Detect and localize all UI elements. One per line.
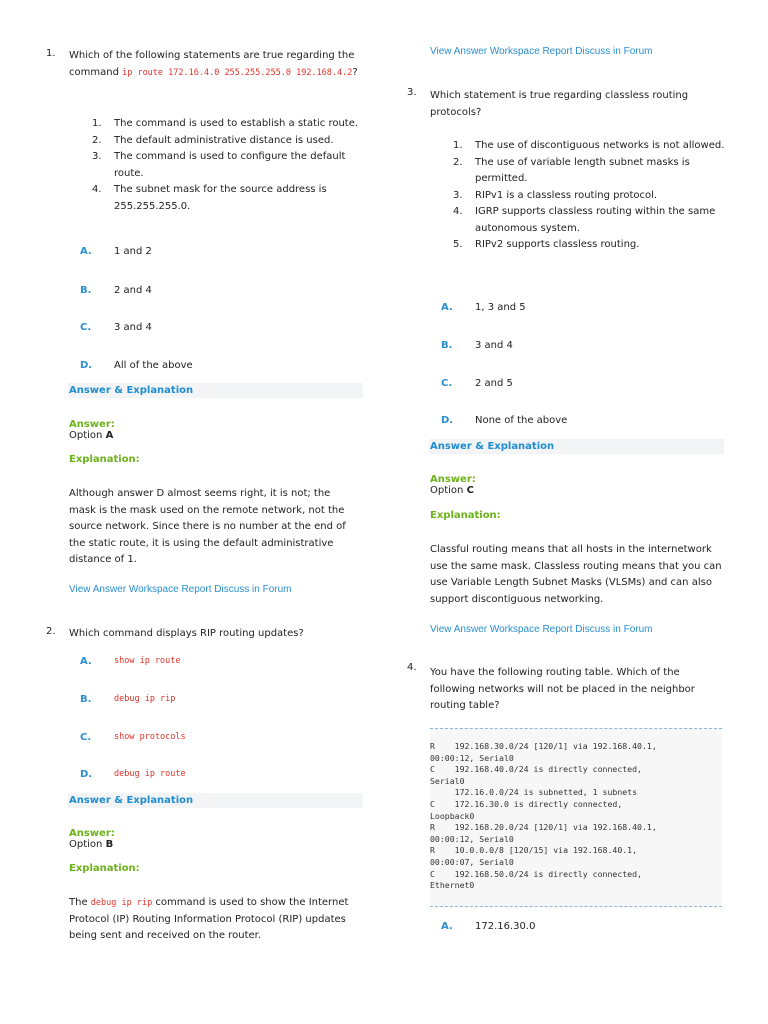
option-word: Option	[430, 485, 464, 496]
option-letter: B.	[441, 340, 453, 351]
option-letter: D.	[80, 360, 93, 371]
statement-item	[92, 133, 369, 150]
answer-label: Answer:	[69, 419, 115, 430]
statement-item	[92, 149, 369, 182]
explanation-text	[69, 895, 365, 945]
explanation-part: command is used to show the Internet Protocol (IP) Routing Information Protocol (RIP) updates being sent and received on the router.	[69, 897, 349, 942]
statement-text: RIPv2 supports classless routing.	[475, 239, 640, 250]
routing-table	[430, 728, 722, 907]
option-text: 2 and 5	[475, 378, 513, 389]
question-text-part: ?	[352, 66, 358, 78]
option-text: None of the above	[475, 415, 568, 426]
explanation-label: Explanation:	[430, 510, 501, 521]
statement-item	[453, 204, 725, 237]
question-text: Which statement is true regarding classless routing protocols?	[430, 90, 689, 118]
statement-item	[453, 188, 725, 205]
explanation-label: Explanation:	[69, 454, 140, 465]
option-letter: A.	[80, 656, 92, 667]
explanation-label: Explanation:	[69, 863, 140, 874]
question-text	[69, 48, 369, 81]
option-text: All of the above	[114, 360, 193, 371]
statement-list	[92, 116, 369, 215]
option-text: 3 and 4	[114, 322, 152, 333]
routing-table-text: R 192.168.30.0/24 [120/1] via 192.168.40.1, 00:00:12, Serial0 C 192.168.40.0/24 is directly connected, Serial0 172.16.0.0/24 is subnetted, 1 subnets C 172.16.30.0 is directly connected, Loopback0 R 192.168.20.0/24 [120/1] via 192.168.40.1, 00:00:12, Serial0 R 10.0.0.0/8 [120/15] via 192.168.40.1, 00:00:07, Serial0 C 192.168.50.0/24 is directly connected, Ethernet0	[430, 741, 657, 891]
question-number: 2.	[46, 626, 56, 637]
option-text: debug ip route	[114, 769, 186, 779]
statement-number: 1.	[92, 118, 102, 129]
statement-number: 2.	[453, 156, 463, 168]
statement-number: 3.	[92, 151, 102, 162]
answer-explanation-toggle[interactable]: Answer & Explanation	[68, 793, 363, 808]
option-text: 1 and 2	[114, 246, 152, 257]
statement-text: The command is used to configure the default route.	[114, 151, 346, 179]
statement-text: The subnet mask for the source address is 255.255.255.0.	[114, 184, 327, 212]
action-links[interactable]: View Answer Workspace Report Discuss in Forum	[430, 46, 653, 57]
statement-item	[453, 155, 725, 188]
option-text: debug ip rip	[114, 694, 176, 704]
option-letter: D.	[80, 769, 93, 780]
answer-value: C	[466, 485, 474, 496]
option-letter: B.	[80, 285, 92, 296]
question-number: 3.	[407, 87, 417, 98]
question-number: 1.	[46, 48, 56, 59]
explanation-text: Classful routing means that all hosts in the internetwork use the same mask. Classless routing means that you can use Variable Length Subnet Masks (VLSMs) and can also support discontiguous networking.	[430, 544, 722, 605]
statement-item	[453, 138, 725, 155]
statement-text: The command is used to establish a static route.	[114, 118, 359, 129]
statement-text: The use of discontiguous networks is not allowed.	[475, 140, 725, 151]
statement-list	[453, 138, 725, 254]
question-text: You have the following routing table. Which of the following networks will not be placed in the neighbor routing table?	[430, 667, 695, 711]
statement-item	[92, 182, 369, 215]
statement-number: 4.	[453, 206, 463, 217]
option-text: show protocols	[114, 732, 186, 742]
answer-line	[430, 474, 476, 496]
statement-number: 5.	[453, 239, 463, 250]
inline-code: debug ip rip	[90, 898, 153, 908]
option-letter: C.	[80, 322, 92, 333]
statement-text: The use of variable length subnet masks is permitted.	[475, 156, 690, 184]
question-text-part: Which of the following statements are true regarding the command	[69, 50, 355, 78]
option-text: 1, 3 and 5	[475, 302, 526, 313]
option-text: 172.16.30.0	[475, 921, 536, 932]
statement-text: RIPv1 is a classless routing protocol.	[475, 189, 658, 201]
action-links[interactable]: View Answer Workspace Report Discuss in Forum	[430, 624, 653, 635]
answer-explanation-toggle[interactable]: Answer & Explanation	[429, 439, 724, 454]
answer-label: Answer:	[69, 828, 115, 839]
statement-number: 2.	[92, 134, 102, 146]
statement-number: 3.	[453, 189, 463, 201]
explanation-part: The	[69, 897, 91, 908]
statement-text: The default administrative distance is used.	[114, 134, 334, 146]
action-links[interactable]: View Answer Workspace Report Discuss in Forum	[69, 584, 292, 595]
question-text: Which command displays RIP routing updates?	[69, 628, 304, 639]
option-text: 3 and 4	[475, 340, 513, 351]
statement-text: IGRP supports classless routing within the same autonomous system.	[475, 206, 716, 234]
statement-number: 4.	[92, 184, 102, 195]
option-letter: A.	[441, 302, 453, 313]
option-letter: C.	[441, 378, 453, 389]
answer-value: B	[105, 839, 114, 850]
option-text: show ip route	[114, 656, 181, 666]
statement-item	[453, 237, 725, 254]
answer-line	[69, 828, 115, 850]
answer-explanation-toggle[interactable]: Answer & Explanation	[68, 383, 363, 398]
statement-item	[92, 116, 369, 133]
explanation-text: Although answer D almost seems right, it is not; the mask is the mask used on the remote network, not the source network. Since there is no number at the end of the static route, it is using the default administrative distance of 1.	[69, 488, 346, 566]
statement-number: 1.	[453, 140, 463, 151]
option-letter: A.	[80, 246, 92, 257]
option-letter: D.	[441, 415, 454, 426]
option-word: Option	[69, 430, 103, 441]
option-letter: B.	[80, 694, 92, 705]
answer-value: A	[105, 430, 114, 441]
question-number: 4.	[407, 662, 417, 673]
option-text: 2 and 4	[114, 285, 152, 296]
answer-label: Answer:	[430, 474, 476, 485]
option-letter: C.	[80, 732, 92, 743]
option-letter: A.	[441, 921, 453, 932]
option-word: Option	[69, 839, 103, 850]
answer-line	[69, 419, 115, 441]
inline-code: ip route 172.16.4.0 255.255.255.0 192.168.4.2	[122, 67, 353, 78]
